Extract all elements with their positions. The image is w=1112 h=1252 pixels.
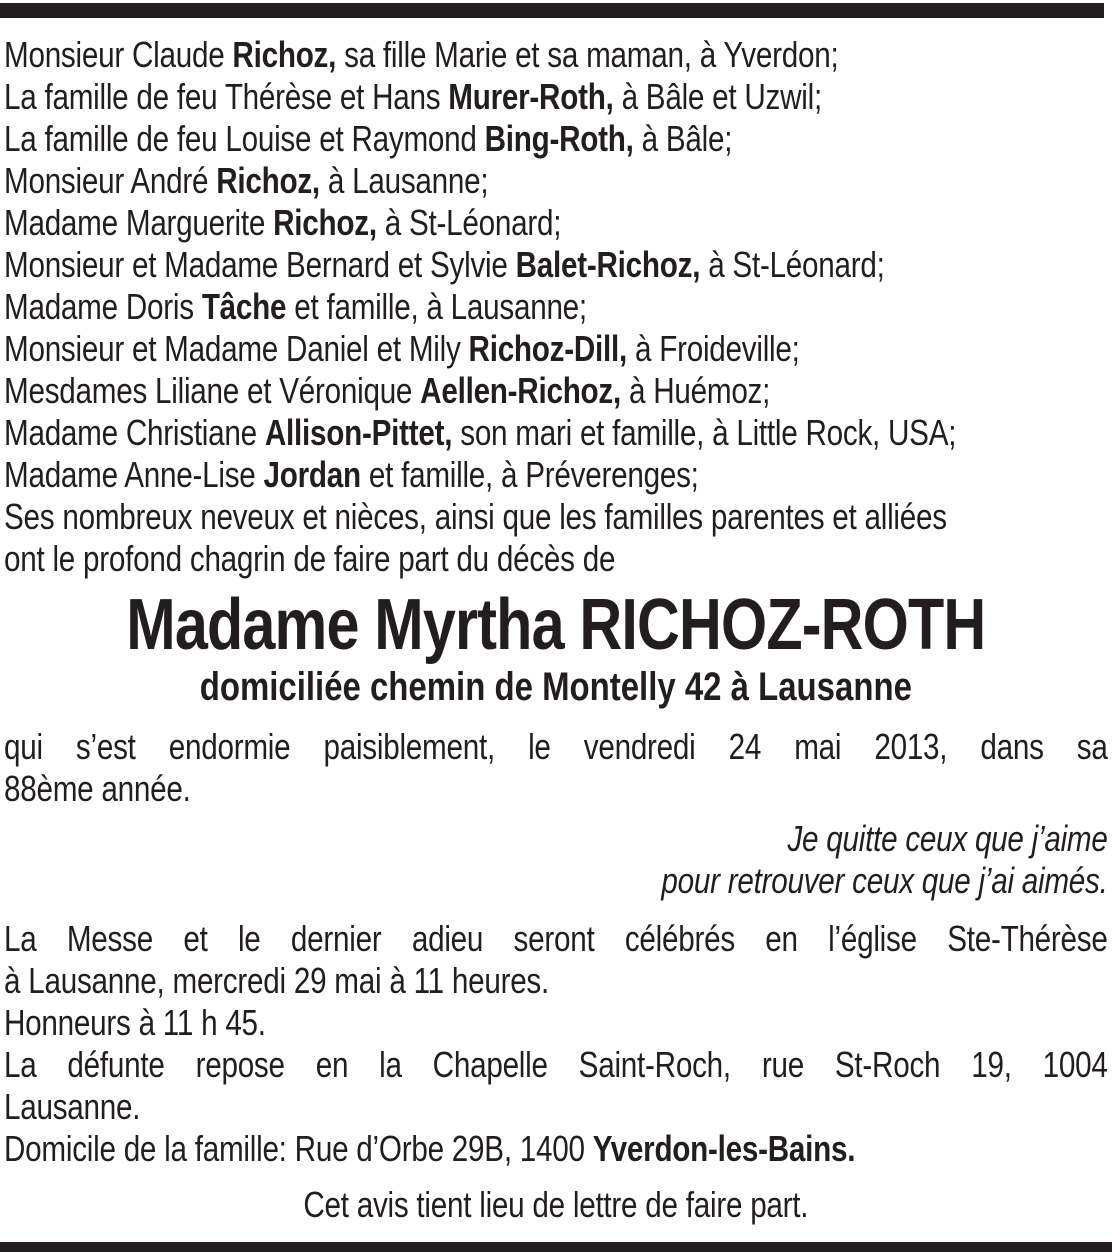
text-line [4,1002,1108,1044]
body-text: Monsieur et Madame Daniel et Mily [4,328,469,369]
surname-bold-text: Tâche [201,286,287,327]
body-text: à Froideville; [627,328,800,369]
text-line [4,1128,1108,1170]
surname-bold-text: Yverdon-les-Bains. [592,1128,856,1169]
body-text: et famille, à Préverenges; [360,454,699,495]
top-rule-bar [0,3,1104,18]
text-line [4,118,1108,160]
body-text: Lausanne. [4,1086,141,1127]
text-line [4,726,1108,768]
text-line [4,818,1108,860]
surname-bold-text: Richoz-Dill, [468,328,628,369]
body-text: à Lausanne; [319,160,489,201]
body-text: Madame Christiane [4,412,265,453]
body-text: à St-Léonard; [700,244,885,285]
body-text: à Bâle; [633,118,733,159]
text-line [4,918,1108,960]
deceased-name-title: Madame Myrtha RICHOZ-ROTH [126,585,986,665]
body-text: sa fille Marie et sa maman, à Yverdon; [336,34,839,75]
body-text: Je quitte ceux que j’aime [787,818,1108,859]
surname-bold-text: Murer-Roth, [448,76,614,117]
notice-body [4,34,1108,1226]
surname-bold-text: Bing-Roth, [484,118,634,159]
text-line [4,244,1108,286]
surname-bold-text: Richoz, [273,202,377,243]
surname-bold-text: Allison-Pittet, [264,412,453,453]
text-line [4,328,1108,370]
body-text: La défunte repose en la Chapelle Saint-Roch, rue St-Roch 19, 1004 [4,1044,1108,1085]
text-line [4,202,1108,244]
body-text: La famille de feu Louise et Raymond [4,118,485,159]
body-text: Domicile de la famille: Rue d’Orbe 29B, 1400 [4,1128,593,1169]
body-text: Monsieur André [4,160,217,201]
text-line [4,76,1108,118]
bottom-rule-bar [0,1242,1112,1252]
surname-bold-text: Richoz, [216,160,320,201]
surname-bold-text: Balet-Richoz, [515,244,701,285]
body-text: Madame Anne-Lise [4,454,264,495]
body-text: Ses nombreux neveux et nièces, ainsi que les familles parentes et alliées [4,496,947,537]
body-text: à St-Léonard; [376,202,562,243]
body-text: La Messe et le dernier adieu seront célébrés en l’église Ste-Thérèse [4,918,1108,959]
body-text: à Lausanne, mercredi 29 mai à 11 heures. [4,960,550,1001]
text-line [4,860,1108,902]
body-text: Madame Marguerite [4,202,274,243]
surname-bold-text: Richoz, [232,34,337,75]
closing-statement: Cet avis tient lieu de lettre de faire part. [303,1184,809,1225]
text-line [4,1086,1108,1128]
text-line [4,412,1108,454]
text-line [4,286,1108,328]
text-line [4,370,1108,412]
text-line [4,160,1108,202]
surname-bold-text: Jordan [263,454,361,495]
family-list [4,34,1108,580]
body-text: Monsieur et Madame Bernard et Sylvie [4,244,516,285]
text-line [4,538,1108,580]
text-line [4,496,1108,538]
deceased-address-subtitle: domiciliée chemin de Montelly 42 à Lausanne [199,665,912,709]
body-text: à Bâle et Uzwil; [613,76,822,117]
text-line [4,960,1108,1002]
ceremony-details [4,918,1108,1170]
text-line [4,34,1108,76]
body-text: son mari et famille, à Little Rock, USA; [452,412,957,453]
body-text: 88ème année. [4,768,191,809]
text-line [4,1044,1108,1086]
body-text: Honneurs à 11 h 45. [4,1002,266,1043]
death-statement [4,726,1108,810]
body-text: à Huémoz; [620,370,771,411]
body-text: pour retrouver ceux que j’ai aimés. [661,860,1108,901]
body-text: ont le profond chagrin de faire part du décès de [4,538,616,579]
text-line [4,768,1108,810]
surname-bold-text: Aellen-Richoz, [420,370,621,411]
body-text: Mesdames Liliane et Véronique [4,370,421,411]
body-text: qui s’est endormie paisiblement, le vendredi 24 mai 2013, dans sa [4,726,1108,767]
body-text: Madame Doris [4,286,202,327]
text-line [4,454,1108,496]
body-text: Monsieur Claude [4,34,233,75]
body-text: et famille, à Lausanne; [286,286,587,327]
epitaph-verse [4,818,1108,902]
body-text: La famille de feu Thérèse et Hans [4,76,449,117]
